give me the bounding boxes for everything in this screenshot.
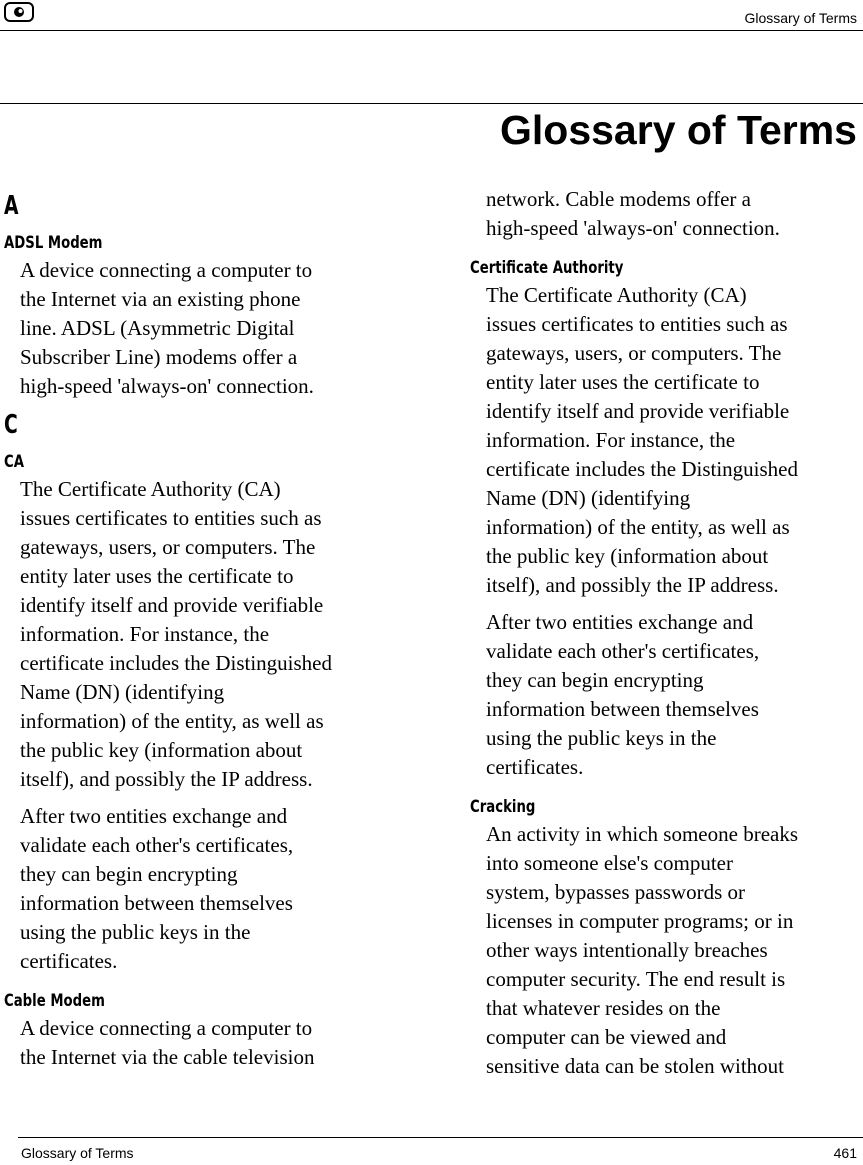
right-column (470, 185, 862, 1089)
header-rule (0, 30, 863, 31)
definition-line: that whatever resides on the (486, 996, 721, 1020)
definition-line: After two entities exchange and (486, 610, 754, 634)
definition-ca (20, 475, 404, 976)
definition-line: information) of the entity, as well as (20, 709, 324, 733)
term-ca: CA (4, 452, 24, 472)
definition-line: Name (DN) (identifying (486, 486, 691, 510)
definition-line: into someone else's computer (486, 851, 733, 875)
definition-line: entity later uses the certificate to (20, 564, 294, 588)
definition-adsl-modem (20, 256, 404, 401)
definition-line: information. For instance, the (20, 622, 270, 646)
section-letter-a: A (4, 191, 19, 221)
definition-line: line. ADSL (Asymmetric Digital (20, 316, 295, 340)
definition-line: the public key (information about (20, 738, 303, 762)
definition-line: itself), and possibly the IP address. (486, 573, 779, 597)
definition-line: computer security. The end result is (486, 967, 786, 991)
definition-line: identify itself and provide verifiable (486, 399, 790, 423)
definition-line: The Certificate Authority (CA) (486, 283, 747, 307)
footer-title: Glossary of Terms (21, 1145, 134, 1161)
definition-line: validate each other's certificates, (486, 639, 760, 663)
footer-rule (18, 1137, 863, 1138)
camera-eye-logo-icon (4, 2, 34, 22)
definition-line: high-speed 'always-on' connection. (20, 374, 314, 398)
definition-line: gateways, users, or computers. The (486, 341, 782, 365)
definition-line: the Internet via an existing phone (20, 287, 301, 311)
definition-line: identify itself and provide verifiable (20, 593, 324, 617)
definition-line: certificate includes the Distinguished (20, 651, 332, 675)
definition-line: A device connecting a computer to (20, 258, 313, 282)
page-number: 461 (833, 1145, 857, 1161)
definition-line: the Internet via the cable television (20, 1045, 315, 1069)
definition-line: sensitive data can be stolen without (486, 1054, 785, 1078)
section-letter-c: C (4, 410, 18, 440)
definition-line: certificates. (20, 949, 118, 973)
definition-line: itself), and possibly the IP address. (20, 767, 313, 791)
term-adsl-modem: ADSL Modem (4, 233, 103, 253)
definition-line: Subscriber Line) modems offer a (20, 345, 298, 369)
page-title: Glossary of Terms (500, 107, 857, 153)
definition-line: network. Cable modems offer a (486, 187, 751, 211)
definition-line: using the public keys in the (486, 726, 717, 750)
definition-line: The Certificate Authority (CA) (20, 477, 281, 501)
definition-line: information) of the entity, as well as (486, 515, 790, 539)
definition-line: validate each other's certificates, (20, 833, 294, 857)
definition-certificate-authority (486, 281, 862, 782)
term-cracking: Cracking (470, 797, 536, 817)
definition-line: computer can be viewed and (486, 1025, 727, 1049)
definition-line: they can begin encrypting (20, 862, 238, 886)
definition-line: Name (DN) (identifying (20, 680, 225, 704)
definition-line: they can begin encrypting (486, 668, 704, 692)
definition-line: A device connecting a computer to (20, 1016, 313, 1040)
term-cable-modem: Cable Modem (4, 991, 105, 1011)
definition-line: high-speed 'always-on' connection. (486, 216, 780, 240)
definition-line: An activity in which someone breaks (486, 822, 799, 846)
definition-line: using the public keys in the (20, 920, 251, 944)
definition-line: information between themselves (20, 891, 293, 915)
running-header-title: Glossary of Terms (744, 10, 857, 26)
term-certificate-authority: Certificate Authority (470, 258, 624, 278)
definition-line: information between themselves (486, 697, 759, 721)
definition-line: issues certificates to entities such as (486, 312, 788, 336)
definition-cable-modem (20, 1014, 404, 1072)
definition-line: After two entities exchange and (20, 804, 288, 828)
definition-line: certificates. (486, 755, 584, 779)
definition-line: gateways, users, or computers. The (20, 535, 316, 559)
definition-line: the public key (information about (486, 544, 769, 568)
left-column (4, 182, 404, 1080)
definition-line: information. For instance, the (486, 428, 736, 452)
definition-line: licenses in computer programs; or in (486, 909, 794, 933)
definition-line: other ways intentionally breaches (486, 938, 768, 962)
definition-line: issues certificates to entities such as (20, 506, 322, 530)
definition-cracking (486, 820, 862, 1081)
definition-cable-modem-continued (486, 185, 862, 243)
definition-line: entity later uses the certificate to (486, 370, 760, 394)
definition-line: certificate includes the Distinguished (486, 457, 798, 481)
definition-line: system, bypasses passwords or (486, 880, 745, 904)
